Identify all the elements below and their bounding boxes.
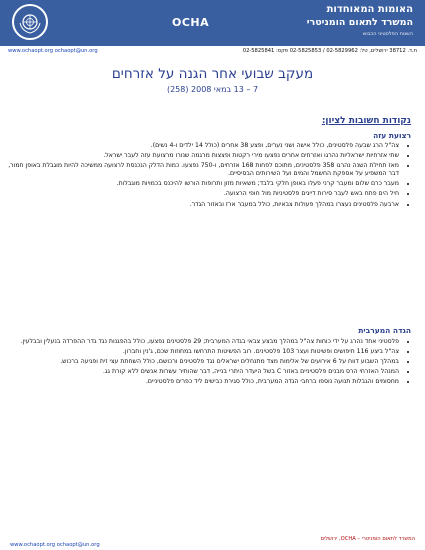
report-subtitle: 7 – 13 במאי 2008 (258)	[166, 85, 259, 94]
footer	[0, 536, 425, 550]
contact-bar	[0, 47, 425, 56]
un-emblem-graphic	[17, 9, 43, 35]
header-title-line3: השטח הפלסטיני הכבוש	[362, 31, 413, 37]
list-item: • במהלך השבוע דווח על 6 אירועים של אלימות מצד מתנחלים ישראלים נגד פלסטינים ורכושם, כולל השחתת עצי זית ופגיעה ברכוש.	[4, 358, 399, 366]
list-item: • מאז תחילת השנה נהרגו 358 פלסטינים, מתוכם לפחות 168 אזרחים, ו-750 נפצעו. כמות הדלק הנכנסת לרצועה ממשיכה להיות מוגבלת באופן חמור, דבר המשפיע על אספקת החשמל והמים ועל השירותים הבסיסיים.	[4, 162, 399, 178]
westbank-heading: הגדה המערבית	[358, 326, 411, 335]
report-title: מעקב שבועי אחר הגנה על אזרחים	[111, 66, 314, 82]
list-item: • חיל הים פתח באש לעבר סירות דייגים פלסטיניות מול חופי הרצועה.	[4, 190, 399, 198]
header-title-line1: האומות המאוחדות	[326, 4, 413, 15]
list-item: • שתי אזרחיות ישראליות נהרגו ואזרחים אחרים נפצעו מירי רקטות ופצצות מרגמה שנורו מרצועת עזה לעבר ישראל.	[4, 152, 399, 160]
list-item: • המנהל האזרחי הרס מבנים פלסטיניים באזור C בשל היעדר היתרי בנייה, דבר שהותיר עשרות אנשים ללא קורת גג.	[4, 368, 399, 376]
footer-org: המשרד לתאום הומניטרי – OCHA, ירושלים	[320, 536, 415, 542]
list-item: • צה"ל ביצע 116 חיפושים ופשיטות ועצר 103 פלסטינים. רוב הפשיטות התרחשו במחוזות שכם, ג'נין וחברון.	[4, 348, 399, 356]
contact-links[interactable]: www.ochaopt.org ochaopt@un.org	[8, 48, 98, 54]
westbank-list	[4, 338, 411, 388]
footer-links[interactable]: www.ochaopt.org ochaopt@un.org	[10, 542, 100, 548]
contact-address: ת.ד. 38712 ירושלים, טל: 02-5829962 / 02-5825853 פקס: 02-5825841	[242, 48, 417, 54]
header-ocha: OCHA	[172, 16, 210, 29]
section-heading: נקודות חשובות לציון:	[321, 116, 411, 126]
list-item: • מחסומים והגבלות תנועה נוספו ברחבי הגדה המערבית, כולל סגירת כבישים ליד כפרים פלסטיניים.	[4, 378, 399, 386]
list-item: • פלסטיני אחד נהרג על ידי כוחות צה"ל במהלך מבצע צבאי בגדה המערבית; 29 פלסטינים נפצעו, כולל בהפגנות נגד גדר ההפרדה בנעלין ובבלעין.	[4, 338, 399, 346]
gaza-list	[4, 142, 411, 211]
header-title-line2: המשרד לתאום הומניטרי	[306, 17, 413, 28]
list-item: • צה"ל הרג שבעה פלסטינים, כולל אישה ושני נערים, ופצע 38 אחרים (כולל 14 ילדים ו-4 נשים).	[4, 142, 399, 150]
list-item: • ארבעה פלסטינים נעצרו במהלך פעולות צבאיות, כולל במעבר ארז ובאזור הגדר.	[4, 201, 399, 209]
gaza-heading: רצועת עזה	[373, 131, 411, 140]
list-item: • מעבר כרם שלום ומעבר קרני פעלו באופן חלקי בלבד; משאיות מזון ותרופות הורשו להיכנס בכמויות מוגבלות.	[4, 180, 399, 188]
un-emblem-icon	[12, 4, 48, 40]
header-banner	[0, 0, 425, 46]
